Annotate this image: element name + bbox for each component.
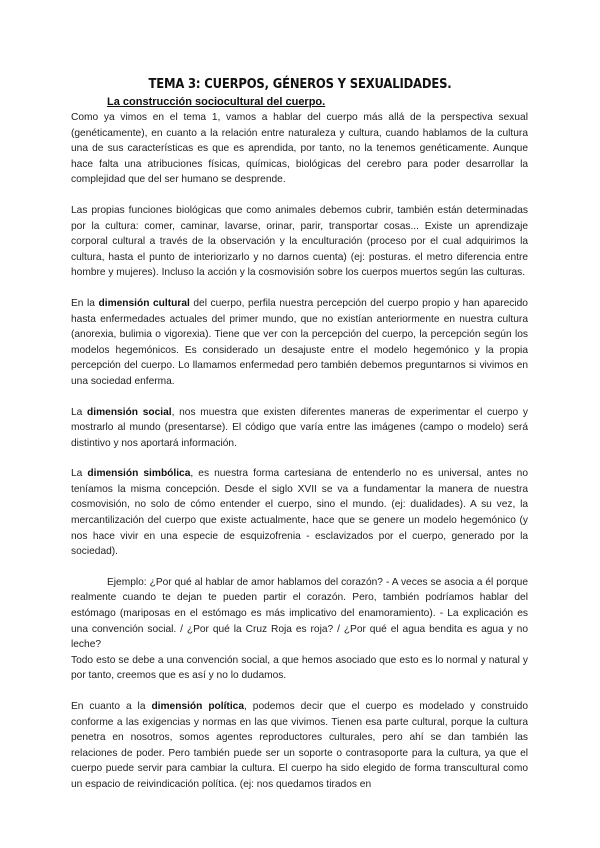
document-body: [71, 110, 528, 808]
term-political-dimension: dimensión política: [151, 701, 244, 712]
paragraph-symbolic-dimension: La dimensión simbólica, es nuestra forma cartesiana de entenderlo no es universal, antes no teníamos la misma concepción. Desde el siglo XVII se va a fundamentar la manera de nuestra cosmovisión, no solo de cómo entender el cuerpo, sino el mundo. (ej: dualidades). A su vez, la mercantilización del cuerpo que existe actualmente, hace que se genere un modelo hegemónico (y nos hace vivir en una especie de esquizofrenia - esclavizados por el cuerpo, generado por la sociedad).: [71, 468, 528, 558]
page-title: TEMA 3: CUERPOS, GÉNEROS Y SEXUALIDADES.: [148, 76, 452, 92]
paragraph-biological-functions: Las propias funciones biológicas que como animales debemos cubrir, también están determinadas por la cultura: comer, caminar, lavarse, orinar, parir, transportar cosas... Existe un aprendizaje corporal cultural a través de la observación y la enculturación (proceso por el cual adquirimos la cultura, hasta el punto de interiorizarlo y no darnos cuenta) (ej: posturas. el metro diferencia entre hombre y mujeres). Incluso la acción y la cosmovisión sobre los cuerpos muertos según las culturas.: [71, 204, 528, 279]
paragraph-cultural-dimension: En la dimensión cultural del cuerpo, perfila nuestra percepción del cuerpo propio y han aparecido hasta enfermedades actuales del primer mundo, que no existían anteriormente en nuestra cultura (anorexia, bulimia o vigorexia). Tiene que ver con la percepción del cuerpo, la percepción según los modelos hegemónicos. Es considerado un desajuste entre el modelo hegemónico y la propia percepción del cuerpo. Lo llamamos enfermedad pero también debemos preguntarnos si vivimos en una sociedad enferma.: [71, 297, 528, 387]
paragraph-social-convention: Todo esto se debe a una convención social, a que hemos asociado que esto es lo normal y natural y por tanto, creemos que es así y no lo dudamos.: [71, 654, 528, 682]
section-subtitle: La construcción sociocultural del cuerpo.: [107, 96, 326, 108]
term-social-dimension: dimensión social: [87, 406, 172, 418]
paragraph-example: Ejemplo: ¿Por qué al hablar de amor hablamos del corazón? - A veces se asocia a él porque realmente cuando te dejan te pueden partir el corazón. Pero, también podríamos hablar del estómago (mariposas en el estómago es más implicativo del enamoramiento). - La explicación es una convención social. / ¿Por qué la Cruz Roja es roja? / ¿Por qué el agua bendita es agua y no leche?: [71, 576, 528, 651]
term-cultural-dimension: dimensión cultural: [98, 297, 190, 309]
paragraph-social-dimension: La dimensión social, nos muestra que existen diferentes maneras de experimentar el cuerpo y mostrarlo al mundo (presentarse). El código que varía entre las imágenes (campo o modelo) será distintivo y nos aportará información.: [71, 406, 528, 449]
paragraph-political-dimension: En cuanto a la dimensión política, podemos decir que el cuerpo es modelado y construido conforme a las exigencias y normas en las que vivimos. Tienen esa parte cultural, porque la cultura penetra en nosotros, somos agentes reproductores culturales, pero ahí se dan también las relaciones de poder. Pero también puede ser un soporte o contrasoporte para la cultura, ya que el cuerpo puede servir para cambiar la cultura. El cuerpo ha sido elegido de forma transcultural como un espacio de reivindicación política. (ej: nos quedamos tirados en: [71, 701, 529, 790]
paragraph-intro: Como ya vimos en el tema 1, vamos a hablar del cuerpo más allá de la perspectiva sexual (genéticamente), en cuanto a la relación entre naturaleza y cultura, cuando hablamos de la cultura una de sus características es que es aprendida, por tanto, no la tenemos genéticamente. Aunque hace falta una atribuciones físicas, químicas, biológicas del cerebro para poder desarrollar la complejidad que del ser humano se desprende.: [71, 112, 528, 186]
term-symbolic-dimension: dimensión simbólica: [87, 468, 191, 480]
